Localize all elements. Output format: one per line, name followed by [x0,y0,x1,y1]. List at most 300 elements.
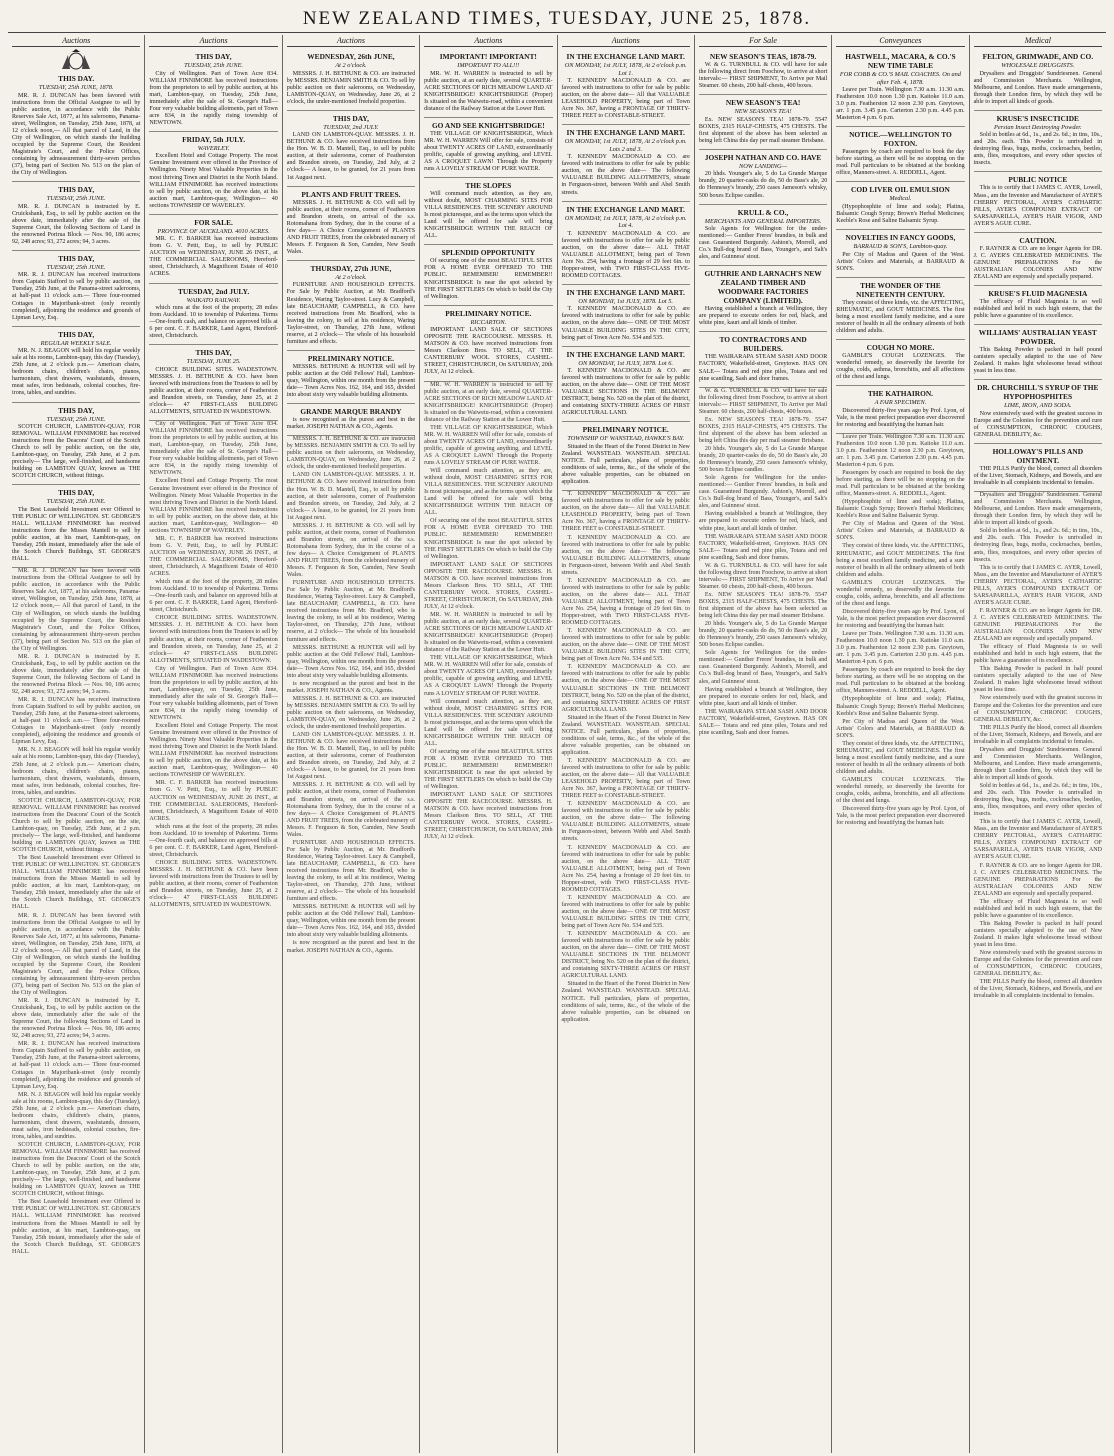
ad-subheading: TUESDAY, 25th JUNE. [46,195,106,203]
advertisement [974,444,1102,492]
ad-heading: IN THE EXCHANGE LAND MART. [566,287,685,297]
column-continuation [562,491,690,1023]
column-7 [832,35,969,1453]
ad-subheading: ON MONDAY, 1st JULY, 1878. Lot 5. [578,297,673,305]
column-heading: Auctions [149,35,277,47]
ad-heading: NOVELTIES IN FANCY GOODS, [845,233,956,243]
advertisement [562,202,690,285]
advertisement [836,182,964,230]
ad-body-continued: Discovered thirty-five years ago by Prof. Lyon, of Yale, is the most perfect preparation ever discovered for restoring and beautifying the human hair. [836,806,965,827]
ad-body: T. KENNEDY MACDONALD & CO. are favored with instructions to offer for sale by public auction, on the above date— ONE OF THE MOST VALUABLE SECTIONS IN THE BELMONT DISTRICT, being No. 520 on the plan of the district, and containing SIXTY-THREE ACRES OF FIRST AGRICULTURAL LAND. [561,368,690,417]
ad-body-continued: THE PILLS Purify the blood, correct all disorders of the Liver, Stomach, Kidneys, and Bowels, and are invaluable in all complaints incidental to females. [973,979,1102,1000]
ad-subheading: Medical. [889,195,912,203]
advertisement [974,380,1102,444]
ad-body-continued: Situated in the Heart of the Forest District in New Zealand. WANSTEAD. WANSTEAD. SPECIAL NOTICE. Full particulars, plans of properties, conditions of sale, terms, &c., of the whole of the above valuable properties, can be obtained on application. [561,714,690,756]
ad-heading: TUESDAY, 2nd JULY. [177,286,250,296]
column-continuation [424,382,552,842]
ad-body-continued: 20 hhds. Younger's ale, 5 do La Grande Marque brandy, 20 quarter-casks do do, 50 do Bass's ale, 20 do Hennessy's brandy, 250 cases Jameson's whisky, 500 boxes Eclipse candles. [698,446,828,474]
ad-body-continued: F. RAYNER & CO. are no longer Agents for DR. J. C. AYER'S CELEBRATED MEDICINES. The GENUINE PREPARATIONS For the AUSTRALIAN COLONIES AND NEW ZEALAND are expressly and specially prepared. [973,607,1102,643]
ad-body: MESSRS. BETHUNE & HUNTER will sell by public auction at the Odd Fellows' Hall, Lambton-quay, Wellington, within one month from the present date— Town Acres Nos. 162, 164, and 165, divided into about sixty very valuable building allotments. [286,363,416,399]
column-continuation [699,388,827,737]
advertisement [287,351,415,404]
column-2 [145,35,282,1453]
ad-body-continued: Drysalters and Druggists' Sundriesmen. General and Commission Merchants. Wellington, Melbourne, and London. Have made arrangements, through their London firm, by which they will be able to import all kinds of goods. [973,746,1102,781]
ad-body: SCOTCH CHURCH, LAMBTON-QUAY, FOR REMOVAL. WILLIAM FINNIMORE has received instructions from the Deacons' Court of the Scotch Church to sell by public auction, on the site, Lambton-quay, on Tuesday, 25th June, at 2 p.m. precisely— The large, well-finished, and handsome building on LAMBTON QUAY, known as THE SCOTCH CHURCH, without fittings. [12,424,141,480]
ad-subheading: ON MONDAY, 1st JULY, 1878, At 2 o'clock p.m. Lot 4. [564,214,687,230]
ad-body-continued: Excellent Hotel and Cottage Property. The most Genuine Investment ever offered in the Province of Wellington. Ninety Most Valuable Properties in the most thriving Town and District in the North Island. WILLIAM FINNIMORE has received instructions to sell by public auction, on the above date, at his auction mart, Lambton-quay, Wellington— 40 sections TOWNSHIP OF WAVERLEY. [149,723,278,779]
ad-subheading: A FAIR SPECIMEN. [874,399,927,407]
ad-body-continued: 20 hhds. Younger's ale, 5 do La Grande Marque brandy, 20 quarter-casks do do, 50 do Bass's ale, 20 do Hennessy's brandy, 250 cases Jameson's whisky, 500 boxes Eclipse candles. [698,621,828,649]
ad-subheading: LIME, IRON, AND SODA. [1004,402,1072,410]
ad-body-continued: MR. R. J. DUNCAN has received instructions from Captain Stafford to sell by public auction, on Tuesday, 25th June, at the Panama-street salerooms, at half-past 11 o'clock a.m.— Three four-roomed Cottages in Majoribank-street (only recently completed), adjoining the residence and grounds of Lipman Levy, Esq. [12,697,141,746]
ad-body-continued: Will command much attention, as they are, without doubt, MOST CHARMING SITES FOR VILLA RESIDENCES. THE SCENERY AROUND Is most picturesque, and as the terms upon which the Land will be offered for sale will bring KNIGHTSBRIDGE WITHIN THE REACH OF ALL. [424,698,553,747]
ad-body-continued: LAND ON LAMBTON-QUAY. MESSRS. J. H. BETHUNE & CO. have received instructions from the Hon. W. B. D. Mantell, Esq., to sell by public auction, at their salerooms, corner of Featherston and Brandon streets, on Tuesday, 2nd July, at 2 o'clock— A lease, to be granted, for 21 years from 1st August next. [286,732,416,781]
ad-body-continued: MESSRS. J. H. BETHUNE & CO. will sell by public auction, at their rooms, corner of Featherston and Brandon streets, on arrival of the s.s. Rotomahana from Sydney, due in the course of a few days— A Choice Consignment of PLANTS AND FRUIT TREES, from the celebrated nursery of Messrs. F. Ferguson & Son, Camden, New South Wales. [286,782,416,838]
column-continuation [149,421,277,909]
ad-subheading: TUESDAY, 25th JUNE. [46,498,106,506]
ad-heading: PRELIMINARY NOTICE. [307,353,394,363]
ad-body: MESSRS. J. H. BETHUNE & CO. will sell by public auction, at their rooms, corner of Featherston and Brandon streets, on arrival of the s.s. Rotomahana from Sydney, due in the course of a few days— A Choice Consignment of PLANTS AND FRUIT TREES, from the celebrated nursery of Messrs. F. Ferguson & Son, Camden, New South Wales. [286,199,416,255]
column-continuation [287,436,415,954]
column-heading: For Sale [699,35,827,47]
ad-heading: GUTHRIE AND LARNACH'S NEW ZEALAND TIMBER AND WOODWARE FACTORIES COMPANY (LIMITED). [704,269,822,306]
ad-body-continued: IMPORTANT LAND SALE OF SECTIONS OPPOSITE THE RACECOURSE. MESSRS. H. MATSON & CO. have received instructions from Messrs Clarkson Bros. TO SELL, AT THE CANTERBURY WOOL STORES, CASHEL-STREET, CHRISTCHURCH, On SATURDAY, 20th JULY, At 12 o'clock. [424,561,553,610]
ad-body-continued: Sole Agents for Wellington for the under-mentioned:— Gunther Freres' brandies, in bulk and case. Guaranteed Burgundy. Ashton's, Morrell, and Co.'s Bull-dog brand of Bass, Younger's, and Salt's ales, and Guinness' stout. [698,475,828,510]
ad-subheading: ON MONDAY, 1st JULY, 1878, At 2 o'clock p.m. Lot 1. [564,62,687,77]
ad-body: LAND ON LAMBTON-QUAY. MESSRS. J. H. BETHUNE & CO. have received instructions from the Hon. W. B. D. Mantell, Esq., to sell by public auction, at their salerooms, corner of Featherston and Brandon streets, on Tuesday, 2nd July, at 2 o'clock— A lease, to be granted, for 21 years from 1st August next. [286,132,416,181]
ad-heading: THIS DAY, [58,488,95,498]
ad-subheading: TUESDAY, 2nd JULY. [323,123,379,131]
ad-subheading: At 2 o'clock. [335,62,367,69]
ad-body-continued: MESSRS. BETHUNE & HUNTER will sell by public auction at the Odd Fellows' Hall, Lambton-quay, Wellington, within one month from the present date— Town Acres Nos. 162, 164, and 165, divided into about sixty very valuable building allotments. [286,644,416,679]
ad-body-continued: IMPORTANT LAND SALE OF SECTIONS OPPOSITE THE RACECOURSE. MESSRS. H. MATSON & CO. have received instructions from Messrs Clarkson Bros. TO SELL, AT THE CANTERBURY WOOL STORES, CASHEL-STREET, CHRISTCHURCH, On SATURDAY, 20th JULY, At 12 o'clock. [424,792,553,841]
ad-subheading: ON MONDAY, 1st JULY, 1878. Lot 6. [578,359,673,367]
ad-body-continued: THE WAIRARAPA STEAM SASH AND DOOR FACTORY, Wakefield-street, Greytown. HAS ON SALE— Totara and red pine piles, Totara and red pine scantling, Sash and door frames. [698,708,828,736]
ad-body-continued: F. RAYNER & CO. are no longer Agents for DR. J. C. AYER'S CELEBRATED MEDICINES. The GENUINE PREPARATIONS For the AUSTRALIAN COLONIES AND NEW ZEALAND are expressly and specially prepared. [973,862,1102,897]
ad-body: Excellent Hotel and Cottage Property. The most Genuine Investment ever offered in the Province of Wellington. Ninety Most Valuable Properties in the most thriving Town and District in the North Island. WILLIAM FINNIMORE has received instructions to sell by public auction, on the above date, at his auction mart, Lambton-quay, Wellington— 40 sections TOWNSHIP OF WAVERLEY. [149,153,278,209]
ad-body-continued: The efficacy of Fluid Magnesia is so well established and held in such high esteem, that the public have a guarantee of its excellence. [973,898,1102,919]
ad-body-continued: T. KENNEDY MACDONALD & CO. are favored with instructions to offer for sale by public auction, on the above date— ONE OF THE MOST VALUABLE BUILDING SITES IN THE CITY, being part of Town Acre No. 534 and 535. [561,628,690,663]
ad-body-continued: MR. N. J. BEAGON will hold his regular weekly sale at his rooms, Lambton-quay, this day (Tuesday), 25th June, at 2 o'clock p.m.— American chairs, bedroom chairs, children's chairs, pianos, harmonium, chest drawers, washstands, dressers, meat safes, iron bedsteads, colonial couches, fire-irons, tables, and sundries. [12,1091,141,1140]
advertisement [699,266,827,332]
columns-container [8,35,1106,1453]
ad-body-continued: W. & G. TURNBULL & CO. will have for sale the following direct from Foochow, to arrive at short intervals:— FIRST SHIPMENT, To Arrive per Mail Steamer. 60 chests, 200 half-chests, 400 boxes. [698,387,828,415]
ad-body-continued: MR. R. J. DUNCAN has received instructions from Captain Stafford to sell by public auction, on Tuesday, 25th June, at the Panama-street salerooms, at half-past 11 o'clock a.m.— Three four-roomed Cottages in Majoribank-street (only recently completed), adjoining the residence and grounds of Lipman Levy, Esq. [12,1041,141,1090]
advertisement [699,150,827,205]
ad-heading: NEW SEASON'S TEA! [725,98,801,108]
ad-subheading: BARRAUD & SON'S, Lambton-quay. [853,243,948,251]
ad-body-continued: The efficacy of Fluid Magnesia is so well established and held in such high esteem, that the public have a guarantee of its excellence. [973,644,1102,665]
advertisement [562,125,690,201]
advertisement [836,230,964,278]
ad-body-continued: THE VILLAGE OF KNIGHTSBRIDGE, Which MR. W. H. WARREN Will offer for sale, consists of about TWENTY ACRES OF LAND, extraordinarily prolific, capable of growing anything, and LEVEL AS A CROQUET LAWN! Through the Property runs A LOVELY STREAM OF PURE WATER. [424,655,553,697]
advertisement [424,306,552,382]
ad-body-continued: MESSRS. BETHUNE & HUNTER will sell by public auction at the Odd Fellows' Hall, Lambton-quay, Wellington, within one month from the present date— Town Acres Nos. 162, 164, and 165, divided into about sixty very valuable building allotments. [286,904,416,939]
ad-subheading: TOWNSHIP OF WANSTEAD, HAWKE'S BAY. [567,435,685,443]
ad-heading: NOTICE.—WELLINGTON TO FOXTON. [849,130,952,149]
ad-body-continued: This Baking Powder is packed in half pound canisters specially adapted to the use of New Zealand. It makes light wholesome bread without yeast in less time. [973,920,1102,949]
advertisement [699,205,827,267]
ad-heading: KRUSE'S INSECTICIDE [996,113,1079,123]
ad-heading: THURSDAY, 27th JUNE, [310,263,392,273]
column-heading: Auctions [424,35,552,47]
ad-body-continued: which runs at the foot of the property, 28 miles from Auckland. 10 to township of Pukerimu. Terms—One-fourth cash, and balance on approved bills at 6 per cent. C. F. BARKER, Land Agent, Hereford-street, Christchurch. [149,823,278,858]
advertisement [287,187,415,261]
ad-subheading: PROVINCE OF AUCKLAND. 4010 ACRES. [157,227,270,235]
column-heading: Auctions [562,35,690,47]
advertisement [287,261,415,351]
ad-body: is now recognised as the purest and best in the market. JOSEPH NATHAN & CO., Agents. [286,417,416,431]
ad-body-continued: FURNITURE AND HOUSEHOLD EFFECTS. For Sale by Public Auction, at Mr. Bradford's Residence, Waring Taylor-street. Lucy & Campbell, late BEAUCHAMP, CAMPBELL, & CO. have received instructions from Mr. Bradford, who is leaving the colony, to sell at his residence, Waring Taylor-street, on Thursday, 27th June, without reserve, at 2 o'clock— The whole of his household furniture and effects. [286,839,416,903]
advertisement [974,325,1102,380]
ad-body-continued: Sold in bottles at 6d., 1s., and 2s. 6d.; in tins, 10s., and 20s. each. This Powder is unrivalled in destroying fleas, bugs, moths, cockroaches, beetles, ants, flies, mosquitoes, and every other species of insects. [973,528,1102,563]
ad-body: W. & G. TURNBULL & CO. will have for sale the following direct from Foochow, to arrive at short intervals:— FIRST SHIPMENT, To Arrive per Mail Steamer. 60 chests, 200 half-chests, 400 boxes. [698,62,828,90]
advertisement [287,404,415,436]
ad-subheading: FOR COBB & CO.'S MAIL COACHES. On and after Feb. 4, 1878. [839,71,961,86]
ad-body: Now extensively used with the greatest success in Europe and the Colonies for the prevention and cure of CONSUMPTION, CHRONIC COUGHS, GENERAL DEBILITY, &c. [973,410,1102,438]
column-8 [970,35,1106,1453]
advertisement [149,215,277,284]
ad-body-continued: MR. R. J. DUNCAN has been favored with instructions from the Official Assignee to sell by public auction, in accordance with the Public Reserves Sale Act, 1877, at his salerooms, Panama-street, Wellington, on Tuesday, 25th June, 1878, at 12 o'clock noon,— All that parcel of Land, in the City of Wellington, on which stands the building occupied by the Supreme Court, the Resident Magistrate's Court, and the Police Offices, containing by admeasurement thirty-seven perches (37), being part of Section No. 513 on the plan of the City of Wellington. [12,568,141,652]
advertisement [424,118,552,178]
advertisement [287,111,415,187]
ad-body: THE WAIRARAPA STEAM SASH AND DOOR FACTORY, Wakefield-street, Greytown. HAS ON SALE— Totara and red pine piles, Totara and red pine scantling, Sash and door frames. [698,354,828,382]
advertisement [974,286,1102,325]
ad-body: MR. R. J. DUNCAN has been favored with instructions from the Official Assignee to sell by public auction, in accordance with the Public Reserves Sale Act, 1877, at his salerooms, Panama-street, Wellington, on Tuesday, 25th June, 1878, at 12 o'clock noon,— All that parcel of Land, in the City of Wellington, on which stands the building occupied by the Supreme Court, the Resident Magistrate's Court, and the Police Offices, containing by admeasurement thirty-seven perches (37), being part of Section No. 513 on the plan of the City of Wellington. [12,92,141,177]
ad-subheading: WAIKATO RAILWAY. [186,296,241,304]
ad-heading: JOSEPH NATHAN AND CO. HAVE [704,152,822,162]
ad-heading: GRANDE MARQUE BRANDY [300,407,402,417]
ad-body-continued: GAMBLE'S COUGH LOZENGES. The wonderful remedy, so deservedly the favorite for coughs, colds, asthma, bronchitis, and all affections of the chest and lungs. [836,579,965,607]
ad-heading: THE KATHAIRON. [867,389,934,399]
ad-body-continued: Ex. NEW SEASON'S TEA! 1878-79. 5547 BOXES, 2315 HALF-CHESTS, 475 CHESTS. The first shipment of the above has been selected as being left China this day per mail steamer Brisbane. [698,416,828,444]
ad-body: The efficacy of Fluid Magnesia is so well established and held in such high esteem, that the public have a guarantee of its excellence. [973,298,1102,320]
column-continuation [836,434,964,828]
ad-body-continued: MR. R. J. DUNCAN has been favored with instructions from the Official Assignee to sell by public auction, in accordance with the Public Reserves Sale Act, 1877, at his salerooms, Panama-street, Wellington, on Tuesday, 25th June, 1878, at 12 o'clock noon,— All that parcel of Land, in the City of Wellington, on which stands the building occupied by the Supreme Court, the Resident Magistrate's Court, and the Police Offices, containing by admeasurement thirty-seven perches (37), being part of Section No. 513 on the plan of the City of Wellington. [12,912,141,997]
ad-body-continued: Of securing one of the most BEAUTIFUL SITES FOR A HOME EVER OFFERED TO THE PUBLIC. REMEMBER! REMEMBER!! KNIGHTSBRIDGE Is near the spot selected by THE FIRST SETTLERS On which to build the City of Wellington. [424,518,553,560]
ad-heading: WILLIAMS' AUSTRALIAN YEAST POWDER. [978,328,1097,347]
ad-body-continued: Ex. NEW SEASON'S TEA! 1878-79. 5547 BOXES, 2315 HALF-CHESTS, 475 CHESTS. The first shipment of the above has been selected as being left China this day per mail steamer Brisbane. [698,591,828,620]
ad-body-continued: MR. W. H. WARREN is instructed to sell by public auction, at an early date, several QUARTER-ACRE SECTIONS OF RICH MEADOW LAND AT KNIGHTSBRIDGE! KNIGHTSBRIDGE (Proper) Is situated on the Waiwetu-road, within a convenient distance of the Railway Station at the Lower Hutt. [424,381,553,423]
ad-body-continued: LAND ON LAMBTON-QUAY. MESSRS. J. H. BETHUNE & CO. have received instructions from the Hon. W. B. D. Mantell, Esq., to sell by public auction, at their salerooms, corner of Featherston and Brandon streets, on Tuesday, 2nd July, at 2 o'clock— A lease, to be granted, for 21 years from 1st August next. [286,472,416,521]
advertisement [287,49,415,111]
ad-subheading: TUESDAY, 25th JUNE. [46,263,106,271]
ad-body-continued: T. KENNEDY MACDONALD & CO. are favored with instructions to offer for sale by public auction, on the above date— The following VALUABLE BUILDING ALLOTMENTS, situate in Ferguson-street, between Webb and Abel Smith streets. [561,801,690,843]
advertisement [699,332,827,387]
ad-heading: IMPORTANT! IMPORTANT! [439,52,537,61]
ad-heading: IN THE EXCHANGE LAND MART. [566,52,685,61]
advertisement [562,285,690,347]
ad-heading: HASTWELL, MACARA, & CO.'S NEW TIME TABLE [845,52,956,70]
ad-heading: SPLENDID OPPORTUNITY [441,248,536,258]
ad-body: GAMBLE'S COUGH LOZENGES. The wonderful remedy, so deservedly the favorite for coughs, colds, asthma, bronchitis, and all affections of the chest and lungs. [836,352,965,381]
advertisement [12,327,140,403]
ad-body-continued: T. KENNEDY MACDONALD & CO. are favored with instructions to offer for sale by public auction, on the above date— ONE OF THE MOST VALUABLE SECTIONS IN THE BELMONT DISTRICT, being No. 520 on the plan of the district, and containing SIXTY-THREE ACRES OF FIRST AGRICULTURAL LAND. [561,931,690,980]
column-heading: Auctions [12,35,140,47]
ad-body: Ex. NEW SEASON'S TEA! 1878-79. 5547 BOXES, 2315 HALF-CHESTS, 475 CHESTS. The first shipment of the above has been selected as being left China this day per mail steamer Brisbane. [698,116,828,144]
ad-body-continued: T. KENNEDY MACDONALD & CO. are favored with instructions to offer for sale by public auction, on the above date— ONE OF THE MOST VALUABLE SECTIONS IN THE BELMONT DISTRICT, being No. 520 on the plan of the district, and containing SIXTY-THREE ACRES OF FIRST AGRICULTURAL LAND. [561,664,690,713]
ad-subheading: NOW LANDING— [739,162,788,170]
ad-body: 20 hhds. Younger's ale, 5 do La Grande Marque brandy, 20 quarter-casks do do, 50 do Bass's ale, 20 do Hennessy's brandy, 250 cases Jameson's whisky, 500 boxes Eclipse candles. [698,171,828,199]
ad-body-continued: MR. R. J. DUNCAN is instructed by E. Cruickshank, Esq., to sell by public auction on the above date, immediately after the sale of the Supreme Court, the following Sections of Land in the renowned Porirua Block — Nos. 90, 186 acres; 92, 248 acres; 93, 272 acres; 94, 3 acres. [12,653,141,696]
ad-body-continued: MESSRS. J. H. BETHUNE & CO. are instructed by MESSRS. BENJAMIN SMITH & CO. To sell by public auction on their salerooms, on Wednesday, LAMBTON-QUAY, on Wednesday, June 26, at 2 o'clock, the under-mentioned freehold properties. [286,695,416,731]
ad-body: IMPORTANT LAND SALE OF SECTIONS OPPOSITE THE RACECOURSE. MESSRS. H. MATSON & CO. have received instructions from Messrs Clarkson Bros. TO SELL, AT THE CANTERBURY WOOL STORES, CASHEL-STREET, CHRISTCHURCH, On SATURDAY, 20th JULY, At 12 o'clock. [424,327,553,376]
ad-body-continued: MR. C. F. BARKER has received instructions from G. V. Petit, Esq., to sell by PUBLIC AUCTION on WEDNESDAY, JUNE 26 INST., at THE COMMERCIAL SALEROOMS, Hereford-street, Christchurch, A Magnificent Estate of 4010 ACRES. [149,780,278,822]
ad-body: Will command much attention, as they are, without doubt, MOST CHARMING SITES FOR VILLA RESIDENCES. THE SCENERY AROUND Is most picturesque, and as the terms upon which the Land will be offered for sale will bring KNIGHTSBRIDGE WITHIN THE REACH OF ALL. [424,191,553,240]
ad-body-continued: Discovered thirty-five years ago by Prof. Lyon, of Yale, is the most perfect preparation ever discovered for restoring and beautifying the human hair. [836,608,965,629]
ad-body: T. KENNEDY MACDONALD & CO. are favored with instructions to offer for sale by public auction, on the above date— ONE OF THE MOST VALUABLE BUILDING SITES IN THE CITY, being part of Town Acre No. 534 and 535. [561,306,690,341]
ad-body-continued: THE WAIRARAPA STEAM SASH AND DOOR FACTORY, Wakefield-street, Greytown. HAS ON SALE— Totara and red pine piles, Totara and red pine scantling, Sash and door frames. [698,533,828,561]
ad-body: Passengers by coach are required to book the day before starting, as there will be no stopping on the road. Full particulars to be obtained at the booking office, Manners-street. A. REDDELL, Agent. [836,149,965,177]
ad-heading: THIS DAY, [195,52,232,61]
advertisement [974,49,1102,111]
ad-body-continued: Having established a branch at Wellington, they are prepared to execute orders for red, black, and white pine, kauri and all kinds of timber. [698,511,828,532]
ad-heading: THIS DAY, [195,348,232,358]
ad-body: MR. R. J. DUNCAN is instructed by E. Cruickshank, Esq., to sell by public auction on the above date, immediately after the sale of the Supreme Court, the following Sections of Land in the renowned Porirua Block — Nos. 90, 186 acres; 92, 248 acres; 93, 272 acres; 94, 3 acres. [12,203,141,245]
ad-body-continued: T. KENNEDY MACDONALD & CO. are favored with instructions to offer for sale by public auction, on the above date— ONE OF THE MOST VALUABLE BUILDING SITES IN THE CITY, being part of Town Acre No. 534 and 535. [561,894,690,930]
ad-body: Sole Agents for Wellington for the under-mentioned:— Gunther Freres' brandies, in bulk and case. Guaranteed Burgundy. Ashton's, Morrell, and Co.'s Bull-dog brand of Bass, Younger's, and Salt's ales, and Guinness' stout. [698,226,828,261]
ad-heading: FELTON, GRIMWADE, AND CO. [982,52,1094,61]
ad-body-continued: Per City of Madras and Queen of the West. Artists' Colors and Materials, at BARRAUD & SON'S. [836,521,965,542]
ad-heading: COD LIVER OIL EMULSION [851,185,950,195]
advertisement [699,95,827,150]
ad-body-continued: Now extensively used with the greatest success in Europe and the Colonies for the prevention and cure of CONSUMPTION, CHRONIC COUGHS, GENERAL DEBILITY, &c. [973,950,1102,978]
ad-body-continued: (Hypophosphite of lime and soda); Platina, Balsamic Cough Syrup; Brown's Herbal Medicines; Keeble's Rose and Saline Balsamic Syrup. [836,499,965,520]
ad-body: THE PILLS Purify the blood, correct all disorders of the Liver, Stomach, Kidneys, and Bowels, and are invaluable in all complaints incidental to females. [973,466,1102,487]
ad-body-continued: MESSRS. J. H. BETHUNE & CO. will sell by public auction, at their rooms, corner of Featherston and Brandon streets, on arrival of the s.s. Rotomahana from Sydney, due in the course of a few days— A Choice Consignment of PLANTS AND FRUIT TREES, from the celebrated nursery of Messrs. F. Ferguson & Son, Camden, New South Wales. [286,522,416,579]
ad-body-continued: Leave per Train. Wellington 7.30 a.m. 11.30 a.m. Featherston 10.0 noon 1.30 p.m. Kaitoke 11.0 a.m. 3.0 p.m. Featherston 12 noon 2.30 p.m. Greytown, arr. 1 p.m. 3.45 p.m. Carterton 2.30 p.m. 4.45 p.m. Masterton 4 p.m. 6 p.m. [836,433,965,468]
ad-body-continued: The Best Leasehold Investment ever Offered to THE PUBLIC OF WELLINGTON. ST. GEORGE'S HALL. WILLIAM FINNIMORE has received instructions from the Misses Mantell to sell by public auction, at his mart, Lambton-quay, on Tuesday, 25th instant, immediately after the sale of the Scotch Church Buildings, ST. GEORGE'S HALL. [12,855,141,911]
ad-body-continued: T. KENNEDY MACDONALD & CO. are favored with instructions to offer for sale by public auction, on the above date— The following VALUABLE BUILDING ALLOTMENTS, situate in Ferguson-street, between Webb and Abel Smith streets. [561,534,690,576]
ad-body: F. RAYNER & CO. are no longer Agents for DR. J. C. AYER'S CELEBRATED MEDICINES. The GENUINE PREPARATIONS For the AUSTRALIAN COLONIES AND NEW ZEALAND are expressly and specially prepared. [973,245,1102,280]
advertisement [836,386,964,434]
advertisement [562,347,690,423]
ad-body-continued: THE PILLS Purify the blood, correct all disorders of the Liver, Stomach, Kidneys, and Bowels, and are invaluable in all complaints incidental to females. [973,724,1102,745]
ad-body: MR. R. J. DUNCAN has received instructions from Captain Stafford to sell by public auction, on Tuesday, 25th June, at the Panama-street salerooms, at half-past 11 o'clock a.m.— Three four-roomed Cottages in Majoribank-street (only recently completed), adjoining the residence and grounds of Lipman Levy, Esq. [12,272,141,321]
ad-body: MESSRS. J. H. BETHUNE & CO. are instructed by MESSRS. BENJAMIN SMITH & CO. To sell by public auction on their salerooms, on Wednesday, LAMBTON-QUAY, on Wednesday, June 26, at 2 o'clock, the under-mentioned freehold properties. [286,70,416,105]
ad-body-continued: Will command much attention, as they are, without doubt, MOST CHARMING SITES FOR VILLA RESIDENCES. THE SCENERY AROUND Is most picturesque, and as the terms upon which the Land will be offered for sale will bring KNIGHTSBRIDGE WITHIN THE REACH OF ALL. [424,468,553,517]
ad-body: The Best Leasehold Investment ever Offered to THE PUBLIC OF WELLINGTON. ST. GEORGE'S HALL. WILLIAM FINNIMORE has received instructions from the Misses Mantell to sell by public auction, at his mart, Lambton-quay, on Tuesday, 25th instant, immediately after the sale of the Scotch Church Buildings, ST. GEORGE'S HALL. [12,506,141,563]
advertisement [149,49,277,132]
column-3 [283,35,420,1453]
ad-heading: WEDNESDAY, 26th JUNE, [307,52,395,61]
ad-heading: COUGH NO MORE. [866,342,935,352]
ad-body-continued: T. KENNEDY MACDONALD & CO. are favored with instructions to offer for sale by public auction, on the above date— ALL THAT VALUABLE ALLOTMENT, being part of Town Acre No. 254, having a frontage of 29 feet 6in. to Hopper-street, with TWO FIRST-CLASS FIVE-ROOMED COTTAGES. [561,577,690,627]
ad-body-continued: Having established a branch at Wellington, they are prepared to execute orders for red, black, and white pine, kauri and all kinds of timber. [698,686,828,707]
ad-body-continued: Excellent Hotel and Cottage Property. The most Genuine Investment ever offered in the Province of Wellington. Ninety Most Valuable Properties in the most thriving Town and District in the North Island. WILLIAM FINNIMORE has received instructions to sell by public auction, on the above date, at his auction mart, Lambton-quay, Wellington— 40 sections TOWNSHIP OF WAVERLEY. [149,478,278,534]
advertisement [836,340,964,386]
ad-body-continued: Drysalters and Druggists' Sundriesmen. General and Commission Merchants. Wellington, Melbourne, and London. Have made arrangements, through their London firm, by which they will be able to import all kinds of goods. [973,492,1102,527]
column-heading: Auctions [287,35,415,47]
ad-heading: THE SLOPES [465,181,512,191]
ad-body-continued: The Best Leasehold Investment ever Offered to THE PUBLIC OF WELLINGTON. ST. GEORGE'S HALL. WILLIAM FINNIMORE has received instructions from the Misses Mantell to sell by public auction, at his mart, Lambton-quay, on Tuesday, 25th instant, immediately after the sale of the Scotch Church Buildings, ST. GEORGE'S HALL. [12,1199,141,1255]
ad-body: City of Wellington. Part of Town Acre 834. WILLIAM FINNIMORE has received instructions from the proprietors to sell by public auction, at his mart, Lambton-quay, on Tuesday, 25th June, immediately after the sale of St. George's Hall— Four very valuable building allotments, part of Town acre 834, in the rapidly rising township of NEWTOWN. [149,70,278,126]
ad-heading: THIS DAY, [58,185,95,195]
ad-heading: TO CONTRACTORS AND BUILDERS. [719,335,807,354]
ad-subheading: IMPORTANT TO ALL!!! [457,62,520,69]
advertisement [149,284,277,346]
ad-heading: IN THE EXCHANGE LAND MART. [566,128,685,138]
ad-heading: THIS DAY, [58,253,95,263]
ad-body: Drysalters and Druggists' Sundriesmen. General and Commission Merchants. Wellington, Melbourne, and London. Have made arrangements, through their London firm, by which they will be able to import all kinds of goods. [973,70,1102,105]
ad-subheading: WHOLESALE DRUGGISTS. [1001,62,1075,69]
ad-heading: THIS DAY. [58,74,95,83]
ad-body-continued: This is to certify that I JAMES C. AYER, Lowell, Mass., am the Inventor and Manufacturer of AYER'S CHERRY PECTORAL, AYER'S CATHARTIC PILLS, AYER'S COMPOUND EXTRACT OF SARSAPARILLA, AYER'S HAIR VIGOR, AND AYER'S AGUE CURE. [973,819,1102,861]
ad-body-continued: MR. W. H. WARREN is instructed to sell by public auction, at an early date, several QUARTER-ACRE SECTIONS OF RICH MEADOW LAND AT KNIGHTSBRIDGE! KNIGHTSBRIDGE (Proper) Is situated on the Waiwetu-road, within a convenient distance of the Railway Station at the Lower Hutt. [424,612,553,654]
advertisement [836,278,964,340]
ad-body-continued: (Hypophosphite of lime and soda); Platina, Balsamic Cough Syrup; Brown's Herbal Medicines; Keeble's Rose and Saline Balsamic Syrup. [836,696,965,717]
ad-heading: THE WONDER OF THE NINETEENTH CENTURY. [856,280,945,299]
ad-body-continued: SCOTCH CHURCH, LAMBTON-QUAY, FOR REMOVAL. WILLIAM FINNIMORE has received instructions from the Deacons' Court of the Scotch Church to sell by public auction, on the site, Lambton-quay, on Tuesday, 25th June, at 2 p.m. precisely— The large, well-finished, and handsome building on LAMBTON QUAY, known as THE SCOTCH CHURCH, without fittings. [12,1142,141,1198]
ad-subheading: TUESDAY, JUNE 25. [186,358,241,366]
ad-body-continued: Sole Agents for Wellington for the under-mentioned:— Gunther Freres' brandies, in bulk and case. Guaranteed Burgundy. Ashton's, Morrell, and Co.'s Bull-dog brand of Bass, Younger's, and Salt's ales, and Guinness' stout. [698,650,828,685]
ad-heading: PRELIMINARY NOTICE. [445,308,532,318]
advertisement [699,49,827,95]
ad-heading: NEW SEASON'S TEAS, 1878-79. [709,52,817,61]
column-heading: Medical [974,35,1102,47]
ad-body: T. KENNEDY MACDONALD & CO. are favored with instructions to offer for sale by public auction, on the above date— ALL THAT VALUABLE ALLOTMENT, being part of Town Acre No. 254, having a frontage of 29 feet 6in. to Hopper-street, with TWO FIRST-CLASS FIVE-ROOMED COTTAGES. [561,230,690,279]
ad-body-continued: Per City of Madras and Queen of the West. Artists' Colors and Materials, at BARRAUD & SON'S. [836,718,965,739]
ad-body-continued: which runs at the foot of the property, 28 miles from Auckland. 10 to township of Pukerimu. Terms—One-fourth cash, and balance on approved bills at 6 per cent. C. F. BARKER, Land Agent, Hereford-street, Christchurch. [149,579,278,614]
column-5 [558,35,695,1453]
ad-body-continued: MR. C. F. BARKER has received instructions from G. V. Petit, Esq., to sell by PUBLIC AUCTION on WEDNESDAY, JUNE 26 INST., at THE COMMERCIAL SALEROOMS, Hereford-street, Christchurch, A Magnificent Estate of 4010 ACRES. [149,535,278,578]
ad-body: This Baking Powder is packed in half pound canisters specially adapted to the use of New Zealand. It makes light wholesome bread without yeast in less time. [973,347,1102,375]
ad-heading: GO AND SEE KNIGHTSBRIDGE! [431,120,545,130]
ad-body: which runs at the foot of the property, 28 miles from Auckland. 10 to township of Pukerimu. Terms—One-fourth cash, and balance on approved bills at 6 per cent. C. F. BARKER, Land Agent, Hereford-street, Christchurch. [149,305,278,340]
ad-heading: IN THE EXCHANGE LAND MART. [566,204,685,214]
ad-body-continued: City of Wellington. Part of Town Acre 834. WILLIAM FINNIMORE has received instructions from the proprietors to sell by public auction, at his mart, Lambton-quay, on Tuesday, 25th June, immediately after the sale of St. George's Hall— Four very valuable building allotments, part of Town acre 834, in the rapidly rising township of NEWTOWN. [149,421,278,477]
ad-subheading: Persian Insect Destroying Powder. [994,123,1082,131]
column-4 [420,35,557,1453]
ad-heading: HOLLOWAY'S PILLS AND OINTMENT. [992,447,1084,465]
ad-body-continued: T. KENNEDY MACDONALD & CO. are favored with instructions to offer for sale by public auction, on the above date— ALL THAT VALUABLE ALLOTMENT, being part of Town Acre No. 254, having a frontage of 29 feet 6in. to Hopper-street, with TWO FIRST-CLASS FIVE-ROOMED COTTAGES. [561,844,690,893]
ad-body-continued: CHOICE BUILDING SITES. WADESTOWN. MESSRS. J. H. BETHUNE & CO. have been favored with instructions from the Trustees to sell by public auction, at their rooms, corner of Featherston and Brandon streets, on Tuesday, June 25, at 2 o'clock— 47 FIRST-CLASS BUILDING ALLOTMENTS, SITUATED IN WADESTOWN. [149,615,278,664]
advertisement [836,127,964,182]
ad-body: MR. N. J. BEAGON will hold his regular weekly sale at his rooms, Lambton-quay, this day (Tuesday), 25th June, at 2 o'clock p.m.— American chairs, bedroom chairs, children's chairs, pianos, harmonium, chest drawers, washstands, dressers, meat safes, iron bedsteads, colonial couches, fire-irons, tables, and sundries. [12,348,141,397]
ad-body-continued: Passengers by coach are required to book the day before starting, as there will be no stopping on the road. Full particulars to be obtained at the booking office, Manners-street. A. REDDELL, Agent. [836,667,965,695]
column-continuation [974,492,1102,1000]
ad-body-continued: Passengers by coach are required to book the day before starting, as there will be no stopping on the road. Full particulars to be obtained at the booking office, Manners-street. A. REDDELL, Agent. [836,470,965,498]
ad-body: Discovered thirty-five years ago by Prof. Lyon, of Yale, is the most perfect preparation ever discovered for restoring and beautifying the human hair. [836,407,965,428]
advertisement [974,111,1102,173]
advertisement [562,422,690,491]
ad-body-continued: MESSRS. J. H. BETHUNE & CO. are instructed by MESSRS. BENJAMIN SMITH & CO. To sell by public auction on their salerooms, on Wednesday, LAMBTON-QUAY, on Wednesday, June 26, at 2 o'clock, the under-mentioned freehold properties. [286,436,416,471]
ad-body-continued: FURNITURE AND HOUSEHOLD EFFECTS. For Sale by Public Auction, at Mr. Bradford's Residence, Waring Taylor-street. Lucy & Campbell, late BEAUCHAMP, CAMPBELL, & CO. have received instructions from Mr. Bradford, who is leaving the colony, to sell at his residence, Waring Taylor-street, on Thursday, 27th June, without reserve, at 2 o'clock— The whole of his household furniture and effects. [286,580,416,643]
ad-body-continued: T. KENNEDY MACDONALD & CO. are favored with instructions to offer for sale by public auction, on the above date— All that VALUABLE LEASEHOLD PROPERTY, being part of Town Acre No. 367, having a FRONTAGE OF THIRTY-THREE FEET to CONSTABLE-STREET. [561,491,690,533]
ad-heading: DR. CHURCHILL'S SYRUP OF THE HYPOPHOSPHITES [977,383,1099,402]
ad-body: This is to certify that I JAMES C. AYER, Lowell, Mass., am the Inventor and Manufacturer of AYER'S CHERRY PECTORAL, AYER'S CATHARTIC PILLS, AYER'S COMPOUND EXTRACT OF SARSAPARILLA, AYER'S HAIR VIGOR, AND AYER'S AGUE CURE. [973,185,1102,227]
advertisement [424,49,552,118]
advertisement [836,49,964,127]
ad-body: They consist of three kinds, viz. the AFFECTING, RHEUMATIC, and GOUT MEDICINES. The first being a most excellent family medicine, and a sure restorer of health in all the ordinary ailments of both children and adults. [836,299,965,334]
ad-body-continued: MR. R. J. DUNCAN is instructed by E. Cruickshank, Esq., to sell by public auction on the above date, immediately after the sale of the Supreme Court, the following Sections of Land in the renowned Porirua Block — Nos. 90, 186 acres; 92, 248 acres; 93, 272 acres; 94, 3 acres. [12,998,141,1040]
ad-heading: CAUTION. [1019,235,1057,245]
ad-subheading: MERCHANTS AND GENERAL IMPORTERS. [704,217,822,225]
ad-heading: FRIDAY, 5th JULY. [182,134,246,144]
column-heading: Conveyances [836,35,964,47]
ad-body: T. KENNEDY MACDONALD & CO. are favored with instructions to offer for sale by public auction, on the above date— The following VALUABLE BUILDING ALLOTMENTS, situate in Ferguson-street, between Webb and Abel Smith streets. [561,154,690,196]
ad-heading: THIS DAY, [332,113,369,123]
ad-body-continued: W. & G. TURNBULL & CO. will have for sale the following direct from Foochow, to arrive at short intervals:— FIRST SHIPMENT, To Arrive per Mail Steamer. 60 chests, 200 half-chests, 400 boxes. [698,562,828,590]
ad-body: T. KENNEDY MACDONALD & CO. are favored with instructions to offer for sale by public auction, on the above date— All that VALUABLE LEASEHOLD PROPERTY, being part of Town Acre No. 367, having a FRONTAGE OF THIRTY-THREE FEET to CONSTABLE-STREET. [561,78,690,120]
ad-body-continued: They consist of three kinds, viz. the AFFECTING, RHEUMATIC, and GOUT MEDICINES. The first being a most excellent family medicine, and a sure restorer of health in all the ordinary ailments of both children and adults. [836,543,965,578]
advertisement [149,345,277,421]
ad-heading: THIS DAY, [58,405,95,415]
ad-subheading: WAVERLEY. [197,144,230,152]
ad-heading: PLANTS AND FRUIT TREES. [301,189,401,199]
masthead: NEW ZEALAND TIMES, TUESDAY, JUNE 25, 1878. [8,6,1106,33]
ad-body-continued: They consist of three kinds, viz. the AFFECTING, RHEUMATIC, and GOUT MEDICINES. The first being a most excellent family medicine, and a sure restorer of health in all the ordinary ailments of both children and adults. [836,740,965,775]
ad-heading: PRELIMINARY NOTICE. [582,425,669,435]
ad-body-continued: Sold in bottles at 6d., 1s., and 2s. 6d.; in tins, 10s., and 20s. each. This Powder is unrivalled in destroying fleas, bugs, moths, cockroaches, beetles, ants, flies, mosquitoes, and every other species of insects. [973,783,1102,818]
ad-body: Leave per Train. Wellington 7.30 a.m. 11.30 a.m. Featherston 10.0 noon 1.30 p.m. Kaitoke 11.0 a.m. 3.0 p.m. Featherston 12 noon 2.30 p.m. Greytown, arr. 1 p.m. 3.45 p.m. Carterton 2.30 p.m. 4.45 p.m. Masterton 4 p.m. 6 p.m. [836,87,965,122]
advertisement [149,132,277,215]
ad-subheading: TUESDAY, 25th JUNE. [184,62,244,69]
ad-body-continued: CHOICE BUILDING SITES. WADESTOWN. MESSRS. J. H. BETHUNE & CO. have been favored with instructions from the Trustees to sell by public auction, at their rooms, corner of Featherston and Brandon streets, on Tuesday, June 25, at 2 o'clock— 47 FIRST-CLASS BUILDING ALLOTMENTS, SITUATED IN WADESTOWN. [149,859,278,909]
ad-body-continued: City of Wellington. Part of Town Acre 834. WILLIAM FINNIMORE has received instructions from the proprietors to sell by public auction, at his mart, Lambton-quay, on Tuesday, 25th June, immediately after the sale of St. George's Hall— Four very valuable building allotments, part of Town acre 834, in the rapidly rising township of NEWTOWN. [149,665,278,722]
ad-body: Sold in bottles at 6d., 1s., and 2s. 6d.; in tins, 10s., and 20s. each. This Powder is unrivalled in destroying fleas, bugs, moths, cockroaches, beetles, ants, flies, mosquitoes, and every other species of insects. [973,132,1102,167]
ad-heading: IN THE EXCHANGE LAND MART. [566,349,685,359]
ad-body: THE VILLAGE OF KNIGHTSBRIDGE, Which MR. W. H. WARREN Will offer for sale, consists of about TWENTY ACRES OF LAND, extraordinarily prolific, capable of growing anything, and LEVEL AS A CROQUET LAWN! Through the Property runs A LOVELY STREAM OF PURE WATER. [424,130,553,173]
ad-subheading: ON MONDAY, 1st JULY, 1878, At 2 o'clock p.m. Lots 2 and 3. [564,138,687,153]
advertisement [424,245,552,305]
ad-body-continued: Leave per Train. Wellington 7.30 a.m. 11.30 a.m. Featherston 10.0 noon 1.30 p.m. Kaitoke 11.0 a.m. 3.0 p.m. Featherston 12 noon 2.30 p.m. Greytown, arr. 1 p.m. 3.45 p.m. Carterton 2.30 p.m. 4.45 p.m. Masterton 4 p.m. 6 p.m. [836,631,965,666]
ad-body: Of securing one of the most BEAUTIFUL SITES FOR A HOME EVER OFFERED TO THE PUBLIC. REMEMBER! REMEMBER!! KNIGHTSBRIDGE Is near the spot selected by THE FIRST SETTLERS On which to build the City of Wellington. [424,258,553,300]
advertisement [12,485,140,568]
column-continuation [12,568,140,1256]
ad-subheading: At 2 o'clock. [335,273,367,281]
ad-subheading: NEW SEASON'S TEA! [734,108,792,116]
ad-body-continued: This is to certify that I JAMES C. AYER, Lowell, Mass., am the Inventor and Manufacturer of AYER'S CHERRY PECTORAL, AYER'S CATHARTIC PILLS, AYER'S COMPOUND EXTRACT OF SARSAPARILLA, AYER'S HAIR VIGOR, AND AYER'S AGUE CURE. [973,564,1102,606]
ad-heading: PUBLIC NOTICE [1008,175,1068,185]
coat-of-arms-emblem [12,49,140,71]
ad-body: Situated in the Heart of the Forest District in New Zealand. WANSTEAD. WANSTEAD. SPECIAL NOTICE. Full particulars, plans of properties, conditions of sale, terms, &c., of the whole of the above valuable properties, can be obtained on application. [561,443,690,486]
ad-body: CHOICE BUILDING SITES. WADESTOWN. MESSRS. J. H. BETHUNE & CO. have been favored with instructions from the Trustees to sell by public auction, at their rooms, corner of Featherston and Brandon streets, on Tuesday, June 25, at 2 o'clock— 47 FIRST-CLASS BUILDING ALLOTMENTS, SITUATED IN WADESTOWN. [149,366,278,416]
ad-subheading: TUESDAY, 25th JUNE. [46,415,106,423]
ad-body-continued: Now extensively used with the greatest success in Europe and the Colonies for the prevention and cure of CONSUMPTION, CHRONIC COUGHS, GENERAL DEBILITY, &c. [973,695,1102,723]
ad-heading: KRUSE'S FLUID MAGNESIA [988,288,1088,298]
ad-body-continued: THE VILLAGE OF KNIGHTSBRIDGE, Which MR. W. H. WARREN Will offer for sale, consists of about TWENTY ACRES OF LAND, extraordinarily prolific, capable of growing anything, and LEVEL AS A CROQUET LAWN! Through the Property runs A LOVELY STREAM OF PURE WATER. [424,424,553,467]
ad-body-continued: T. KENNEDY MACDONALD & CO. are favored with instructions to offer for sale by public auction, on the above date— All that VALUABLE LEASEHOLD PROPERTY, being part of Town Acre No. 367, having a FRONTAGE OF THIRTY-THREE FEET to CONSTABLE-STREET. [561,757,690,800]
ad-body: MR. C. F. BARKER has received instructions from G. V. Petit, Esq., to sell by PUBLIC AUCTION on WEDNESDAY, JUNE 26 INST., at THE COMMERCIAL SALEROOMS, Hereford-street, Christchurch, A Magnificent Estate of 4010 ACRES. [149,236,278,278]
column-6 [695,35,832,1453]
ad-body-continued: This Baking Powder is packed in half pound canisters specially adapted to the use of New Zealand. It makes light wholesome bread without yeast in less time. [973,666,1102,694]
ad-body: FURNITURE AND HOUSEHOLD EFFECTS. For Sale by Public Auction, at Mr. Bradford's Residence, Waring Taylor-street. Lucy & Campbell, late BEAUCHAMP, CAMPBELL, & CO. have received instructions from Mr. Bradford, who is leaving the colony, to sell at his residence, Waring Taylor-street, on Thursday, 27th June, without reserve, at 2 o'clock— The whole of his household furniture and effects. [286,282,416,345]
advertisement [12,182,140,251]
advertisement [424,178,552,245]
ad-subheading: RICCARTON. [470,318,507,326]
ad-body: Per City of Madras and Queen of the West. Artists' Colors and Materials, at BARRAUD & SON'S. [836,251,965,272]
advertisement [974,172,1102,232]
ad-heading: FOR SALE. [194,217,233,227]
advertisement [12,403,140,486]
ad-body: (Hypophosphite of lime and soda); Platina, Balsamic Cough Syrup; Brown's Herbal Medicines; Keeble's Rose and Saline Balsamic Syrup. [836,203,965,225]
ad-body: MR. W. H. WARREN is instructed to sell by public auction, at an early date, several QUARTER-ACRE SECTIONS OF RICH MEADOW LAND AT KNIGHTSBRIDGE! KNIGHTSBRIDGE (Proper) Is situated on the Waiwetu-road, within a convenient distance of the Railway Station at the Lower Hutt. [424,70,553,112]
ad-body-continued: SCOTCH CHURCH, LAMBTON-QUAY, FOR REMOVAL. WILLIAM FINNIMORE has received instructions from the Deacons' Court of the Scotch Church to sell by public auction, on the site, Lambton-quay, on Tuesday, 25th June, at 2 p.m. precisely— The large, well-finished, and handsome building on LAMBTON QUAY, known as THE SCOTCH CHURCH, without fittings. [12,797,141,854]
ad-body-continued: Of securing one of the most BEAUTIFUL SITES FOR A HOME EVER OFFERED TO THE PUBLIC. REMEMBER! REMEMBER!! KNIGHTSBRIDGE Is near the spot selected by THE FIRST SETTLERS On which to build the City of Wellington. [424,748,553,791]
ad-body-continued: is now recognised as the purest and best in the market. JOSEPH NATHAN & CO., Agents. [286,680,416,694]
ad-body: Having established a branch at Wellington, they are prepared to execute orders for red, black, and white pine, kauri and all kinds of timber. [698,306,828,327]
advertisement [12,251,140,327]
ad-heading: KRULL & CO., [737,207,789,217]
ad-body-continued: Situated in the Heart of the Forest District in New Zealand. WANSTEAD. WANSTEAD. SPECIAL NOTICE. Full particulars, plans of properties, conditions of sale, terms, &c., of the whole of the above valuable properties, can be obtained on application. [561,981,690,1023]
ad-subheading: TUESDAY, 25th JUNE, 1878. [38,84,114,91]
ad-subheading: REGULAR WEEKLY SALE. [40,339,112,347]
ad-body-continued: GAMBLE'S COUGH LOZENGES. The wonderful remedy, so deservedly the favorite for coughs, colds, asthma, bronchitis, and all affections of the chest and lungs. [836,776,965,805]
column-1 [8,35,145,1453]
ad-heading: THIS DAY, [58,329,95,339]
advertisement [12,71,140,182]
